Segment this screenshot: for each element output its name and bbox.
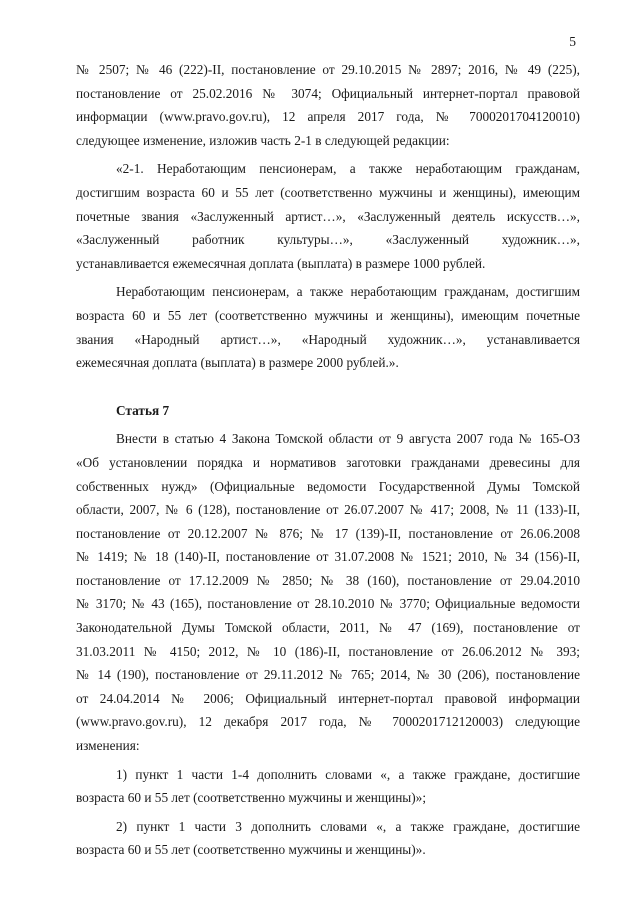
- text-line: информации (www.pravo.gov.ru), 12 апреля 2017 года, № 7000201704120010): [76, 109, 580, 125]
- article-paragraph: [76, 427, 580, 451]
- list-item-2: [76, 815, 580, 839]
- text-line: 31.03.2011 № 4150; 2012, № 10 (186)-II, постановление от 26.06.2012 № 393;: [76, 643, 580, 659]
- text-line: возраста 60 и 55 лет (соответственно мужчины и женщины), имеющим почетные: [76, 307, 580, 323]
- quote-paragraph-2-cont: [76, 304, 580, 351]
- text-line: «Об установлении порядка и нормативов заготовки гражданами древесины для: [76, 454, 580, 470]
- article-paragraph-cont: [76, 451, 580, 734]
- text-line: Внести в статью 4 Закона Томской области от 9 августа 2007 года № 165-ОЗ: [116, 431, 580, 447]
- text-line: № 14 (190), постановление от 29.11.2012 № 765; 2014, № 30 (206), постановление: [76, 667, 580, 683]
- page-number: 5: [569, 34, 576, 49]
- quote-paragraph-2: [76, 280, 580, 304]
- text-line: № 2507; № 46 (222)-II, постановление от 29.10.2015 № 2897; 2016, № 49 (225),: [76, 62, 580, 77]
- text-line: постановление от 17.12.2009 № 2850; № 38 (160), постановление от 29.04.2010: [76, 572, 580, 588]
- list-item-1-end: [76, 786, 580, 810]
- text-line: от 24.04.2014 № 2006; Официальный интернет-портал правовой информации: [76, 690, 580, 706]
- text-line: № 3170; № 43 (165), постановление от 28.10.2010 № 3770; Официальные ведомости: [76, 596, 580, 612]
- text-line: следующее изменение, изложив часть 2-1 в следующей редакции:: [76, 132, 450, 148]
- text-line: Законодательной Думы Томской области, 2011, № 47 (169), постановление от: [76, 620, 580, 636]
- list-item-2-end: [76, 838, 580, 862]
- text-line: звания «Народный артист…», «Народный художник…», устанавливается: [76, 331, 580, 347]
- text-line: постановление от 25.02.2016 № 3074; Официальный интернет-портал правовой: [76, 85, 580, 101]
- text-line: достигшим возраста 60 и 55 лет (соответственно мужчины и женщины), имеющим: [76, 184, 580, 200]
- quote-paragraph-1: [76, 157, 580, 181]
- text-line: собственных нужд» (Официальные ведомости Государственной Думы Томской: [76, 478, 580, 494]
- article-heading: Статья 7: [116, 402, 170, 418]
- text-line: № 1419; № 18 (140)-II, постановление от 31.07.2008 № 1521; 2010, № 34 (156)-II,: [76, 549, 580, 565]
- quote-paragraph-1-end: [76, 252, 580, 276]
- text-line: 1) пункт 1 части 1-4 дополнить словами «, а также граждане, достигшие: [116, 766, 580, 782]
- intro-paragraph: [76, 58, 580, 129]
- text-line: устанавливается ежемесячная доплата (выплата) в размере 1000 рублей.: [76, 255, 486, 271]
- text-line: области, 2007, № 6 (128), постановление от 26.07.2007 № 417; 2008, № 11 (133)-II,: [76, 502, 580, 518]
- text-line: Неработающим пенсионерам, а также неработающим гражданам, достигшим: [116, 284, 580, 300]
- document-body: [76, 58, 580, 862]
- article-paragraph-end: [76, 734, 580, 758]
- text-line: почетные звания «Заслуженный артист…», «Заслуженный деятель искусств…»,: [76, 208, 580, 224]
- quote-paragraph-1-cont: [76, 181, 580, 252]
- text-line: возраста 60 и 55 лет (соответственно мужчины и женщины)».: [76, 842, 426, 858]
- text-line: «Заслуженный работник культуры…», «Заслуженный художник…»,: [76, 232, 580, 248]
- intro-paragraph-end: [76, 129, 580, 153]
- quote-paragraph-2-end: [76, 351, 580, 375]
- text-line: (www.pravo.gov.ru), 12 декабря 2017 года, № 7000201712120003) следующие: [76, 714, 580, 730]
- text-line: постановление от 20.12.2007 № 876; № 17 (139)-II, постановление от 26.06.2008: [76, 525, 580, 541]
- text-line: изменения:: [76, 738, 140, 754]
- text-line: возраста 60 и 55 лет (соответственно мужчины и женщины)»;: [76, 790, 427, 806]
- text-line: «2-1. Неработающим пенсионерам, а также неработающим гражданам,: [116, 161, 580, 177]
- text-line: 2) пункт 1 части 3 дополнить словами «, а также граждане, достигшие: [116, 818, 580, 834]
- text-line: ежемесячная доплата (выплата) в размере 2000 рублей.».: [76, 355, 399, 371]
- list-item-1: [76, 763, 580, 787]
